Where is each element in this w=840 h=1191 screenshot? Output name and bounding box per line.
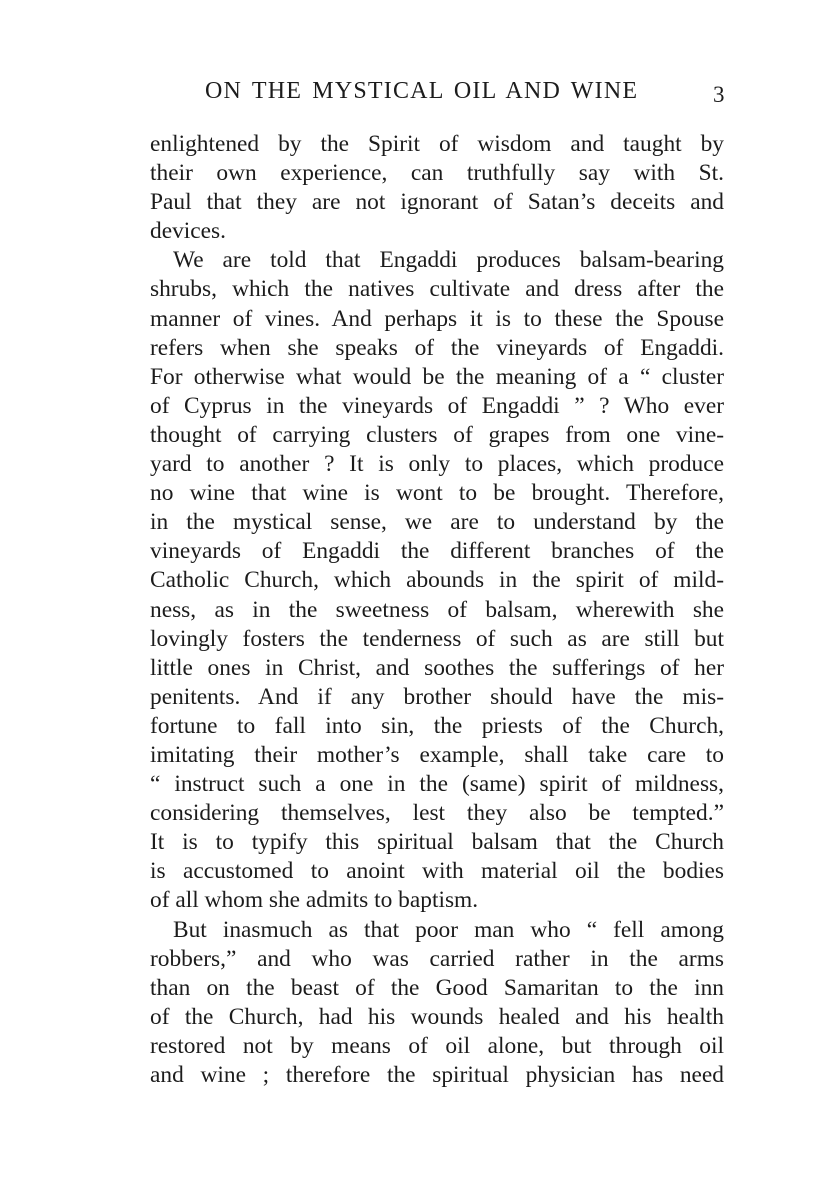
text-line: manner of vines. And perhaps it is to these the Spouse bbox=[150, 305, 724, 332]
text-line: their own experience, can truthfully say with St. bbox=[150, 160, 724, 187]
text-line: penitents. And if any brother should have the mis- bbox=[150, 683, 724, 710]
running-head-title: ON THE MYSTICAL OIL AND WINE bbox=[205, 78, 639, 104]
body-text bbox=[150, 130, 724, 1090]
text-line: fortune to fall into sin, the priests of the Church, bbox=[150, 712, 724, 739]
text-line: ness, as in the sweetness of balsam, wherewith she bbox=[150, 596, 724, 623]
text-line: We are told that Engaddi produces balsam-bearing bbox=[173, 247, 724, 274]
text-line: devices. bbox=[150, 218, 226, 245]
text-line: than on the beast of the Good Samaritan to the inn bbox=[150, 974, 724, 1001]
text-line: of all whom she admits to baptism. bbox=[150, 887, 479, 914]
text-line: enlightened by the Spirit of wisdom and taught by bbox=[150, 131, 724, 157]
text-line: of Cyprus in the vineyards of Engaddi ” ? Who ever bbox=[150, 392, 724, 419]
text-line: no wine that wine is wont to be brought. Therefore, bbox=[150, 480, 724, 507]
text-line: For otherwise what would be the meaning of a “ cluster bbox=[150, 363, 724, 390]
text-line: But inasmuch as that poor man who “ fell among bbox=[173, 916, 724, 943]
text-line: in the mystical sense, we are to understand by the bbox=[150, 509, 724, 536]
text-line: considering themselves, lest they also be tempted.” bbox=[150, 800, 724, 827]
paragraph-2 bbox=[150, 246, 724, 915]
text-line: imitating their mother’s example, shall take care to bbox=[150, 741, 724, 768]
text-line: is accustomed to anoint with material oil the bodies bbox=[150, 858, 724, 885]
text-line: and wine ; therefore the spiritual physician has need bbox=[150, 1062, 724, 1088]
text-line: Catholic Church, which abounds in the spirit of mild- bbox=[150, 567, 724, 594]
text-line: lovingly fosters the tenderness of such as are still but bbox=[150, 625, 724, 652]
page-number: 3 bbox=[713, 82, 725, 107]
text-line: yard to another ? It is only to places, which produce bbox=[150, 451, 724, 478]
text-line: “ instruct such a one in the (same) spirit of mildness, bbox=[150, 771, 724, 798]
text-line: restored not by means of oil alone, but through oil bbox=[150, 1032, 724, 1059]
text-line: thought of carrying clusters of grapes from one vine- bbox=[150, 421, 724, 448]
paragraph-3 bbox=[150, 916, 724, 1091]
text-line: little ones in Christ, and soothes the sufferings of her bbox=[150, 654, 724, 681]
paragraph-1 bbox=[150, 130, 724, 246]
text-line: It is to typify this spiritual balsam that the Church bbox=[150, 829, 724, 856]
text-line: shrubs, which the natives cultivate and dress after the bbox=[150, 276, 724, 303]
text-line: of the Church, had his wounds healed and his health bbox=[150, 1003, 724, 1030]
text-line: Paul that they are not ignorant of Satan’s deceits and bbox=[150, 189, 724, 216]
text-line: vineyards of Engaddi the different branches of the bbox=[150, 538, 724, 565]
text-line: robbers,” and who was carried rather in the arms bbox=[150, 945, 724, 972]
text-line: refers when she speaks of the vineyards of Engaddi. bbox=[150, 334, 724, 361]
